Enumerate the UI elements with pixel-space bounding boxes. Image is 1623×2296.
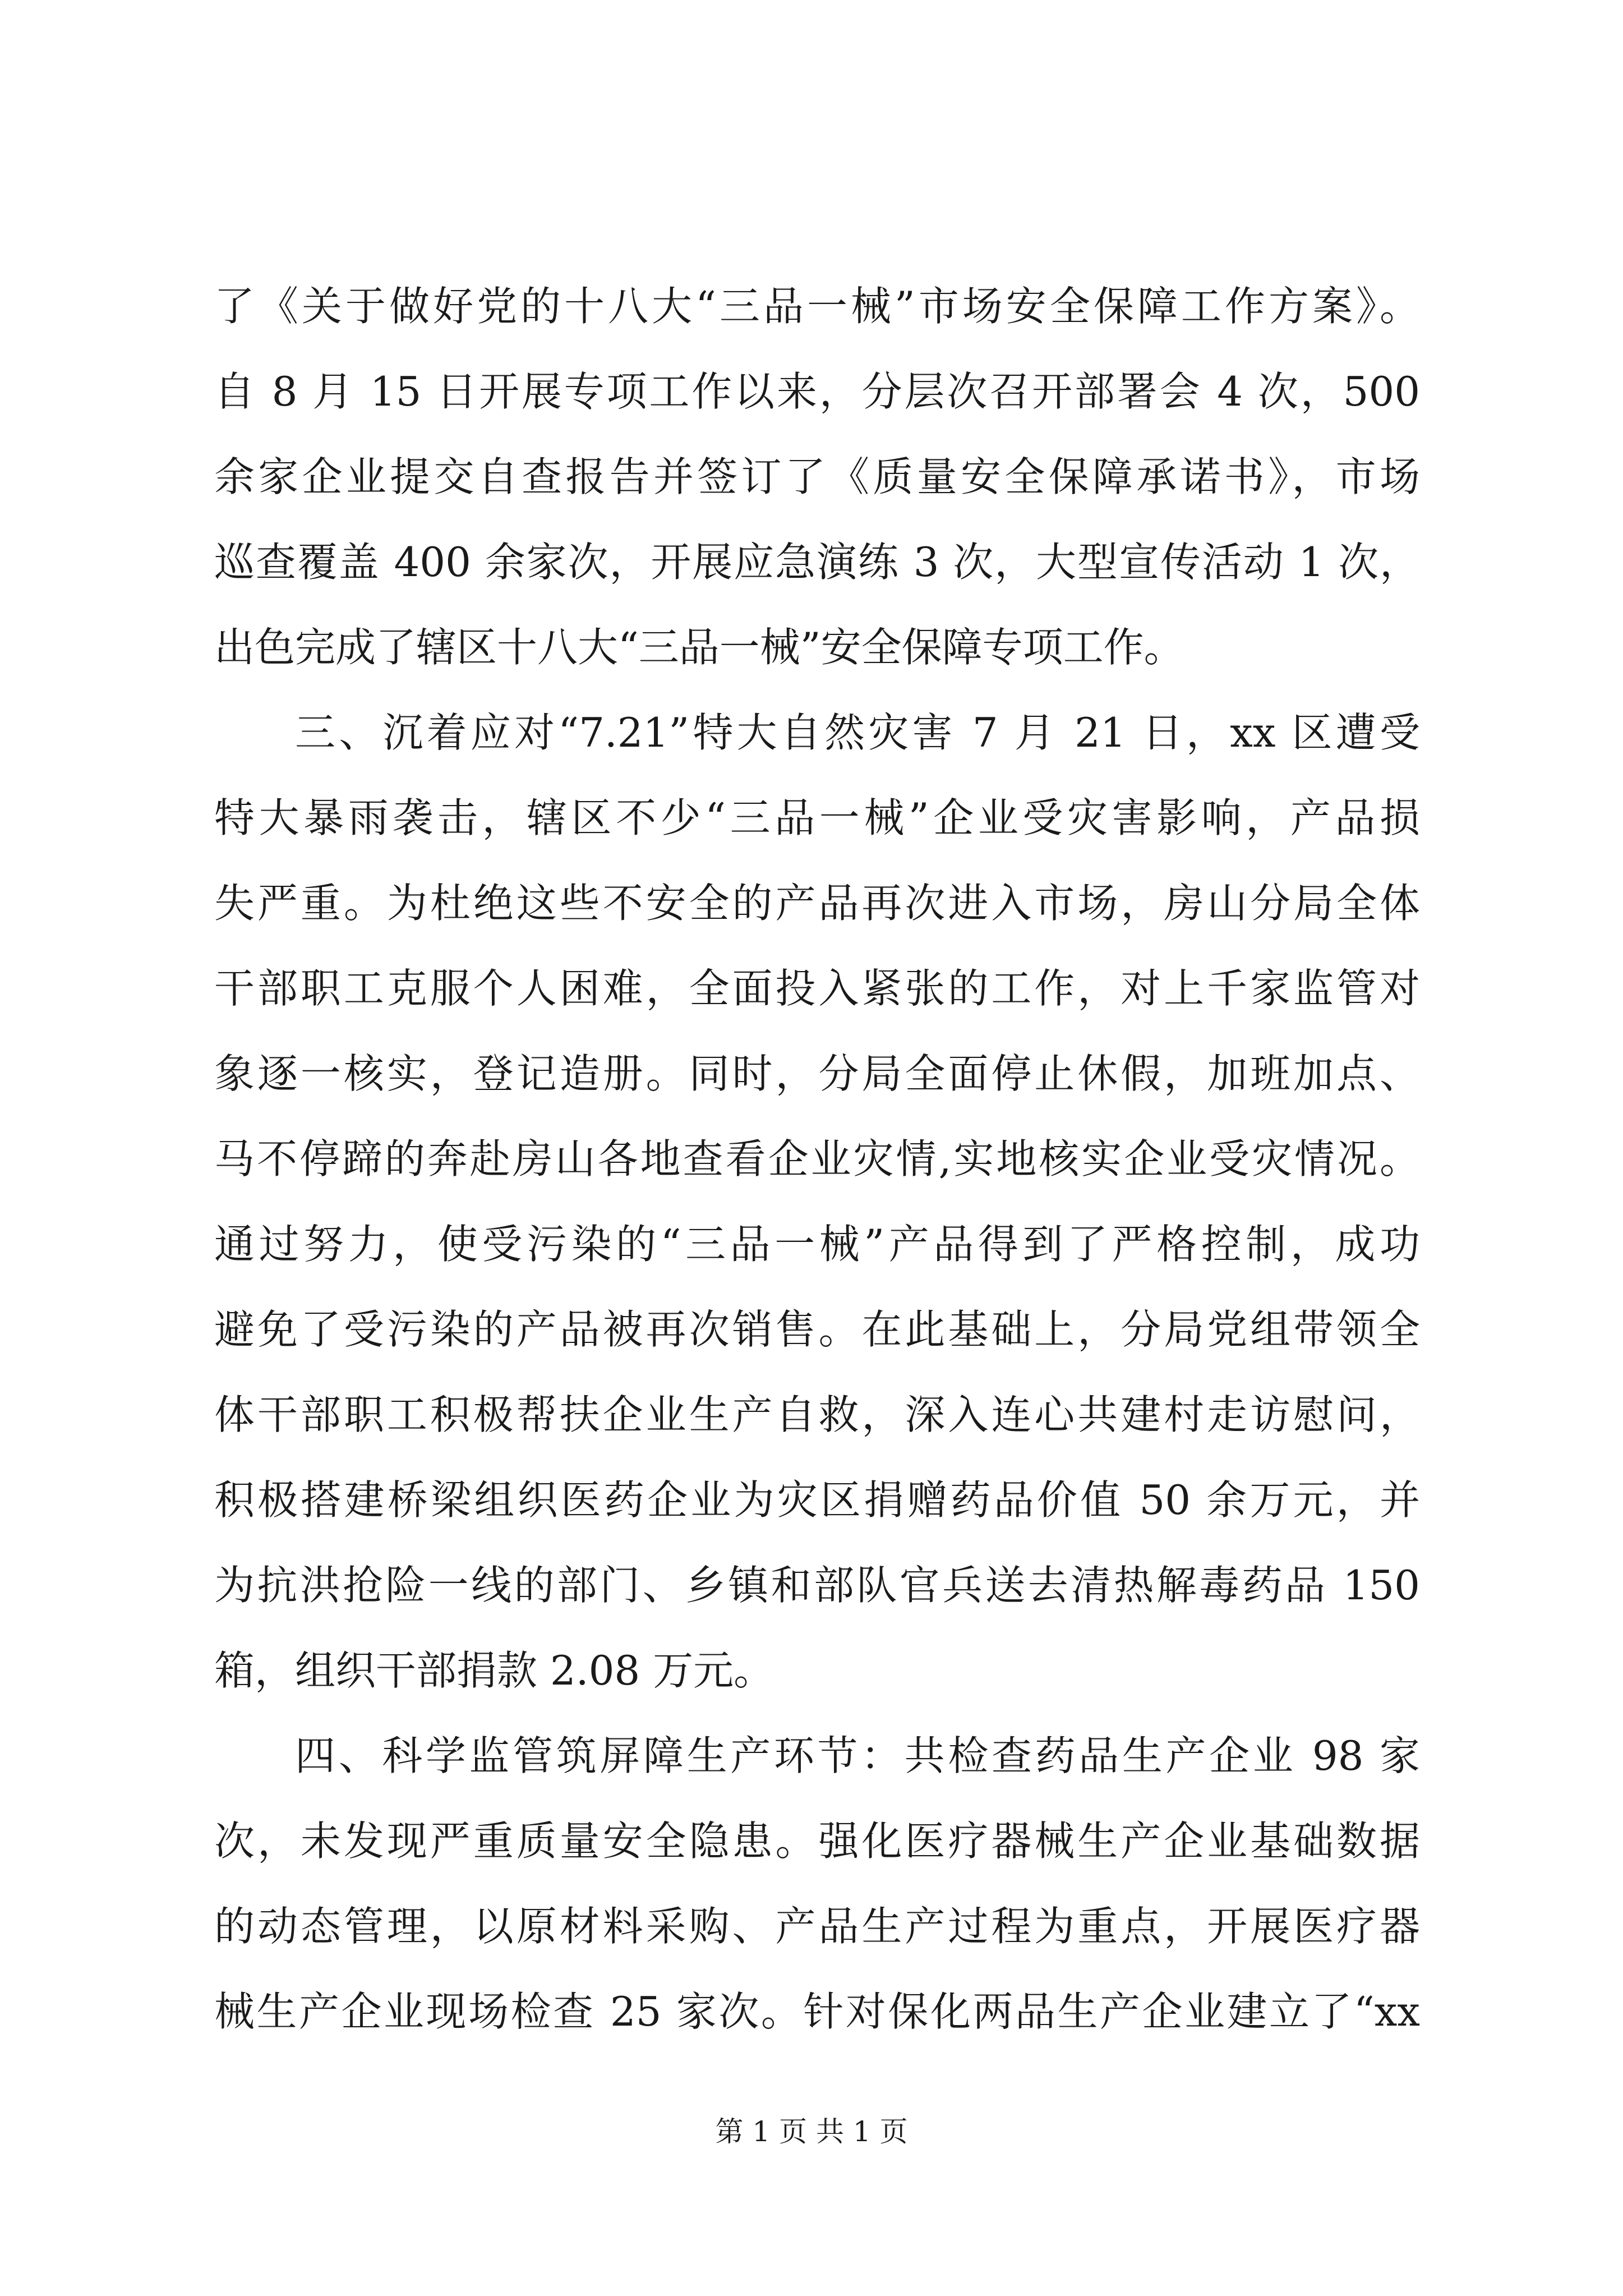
text-line: 了《关于做好党的十八大“三品一械”市场安全保障工作方案》。 [214,283,1420,330]
text-line: 巡查覆盖 400 余家次，开展应急演练 3 次，大型宣传活动 1 次， [214,539,1420,586]
text-line: 的动态管理，以原材料采购、产品生产过程为重点，开展医疗器 [214,1903,1420,1950]
text-line: 体干部职工积极帮扶企业生产自救，深入连心共建村走访慰问， [214,1391,1420,1438]
text-line: 次，未发现严重质量安全隐患。强化医疗器械生产企业基础数据 [214,1818,1420,1865]
text-line: 为抗洪抢险一线的部门、乡镇和部队官兵送去清热解毒药品 150 [214,1562,1420,1609]
text-line: 自 8 月 15 日开展专项工作以来，分层次召开部署会 4 次，500 [214,368,1420,415]
document-body [214,264,1420,2054]
text-line: 积极搭建桥梁组织医药企业为灾区捐赠药品价值 50 余万元，并 [214,1476,1420,1524]
text-line: 出色完成了辖区十八大“三品一械”安全保障专项工作。 [214,624,1184,671]
text-line: 避免了受污染的产品被再次销售。在此基础上，分局党组带领全 [214,1306,1420,1353]
text-line: 特大暴雨袭击，辖区不少“三品一械”企业受灾害影响，产品损 [214,794,1420,841]
text-line: 通过努力，使受污染的“三品一械”产品得到了严格控制，成功 [214,1221,1420,1268]
text-line: 干部职工克服个人困难，全面投入紧张的工作，对上千家监管对 [214,965,1420,1012]
paragraph-heading-line: 四、科学监管筑屏障生产环节：共检查药品生产企业 98 家 [295,1732,1420,1779]
text-line: 械生产企业现场检查 25 家次。针对保化两品生产企业建立了“xx [214,1988,1420,2035]
text-line: 失严重。为杜绝这些不安全的产品再次进入市场，房山分局全体 [214,880,1420,927]
paragraph-heading-line: 三、沉着应对“7.21”特大自然灾害 7 月 21 日，xx 区遭受 [295,709,1420,756]
text-line: 象逐一核实，登记造册。同时，分局全面停止休假，加班加点、 [214,1050,1420,1097]
text-line: 余家企业提交自查报告并签订了《质量安全保障承诺书》，市场 [214,453,1420,500]
text-line: 马不停蹄的奔赴房山各地查看企业灾情,实地核实企业受灾情况。 [214,1135,1420,1182]
page-number-footer: 第 1 页 共 1 页 [715,2115,908,2148]
text-line: 箱，组织干部捐款 2.08 万元。 [214,1647,774,1694]
